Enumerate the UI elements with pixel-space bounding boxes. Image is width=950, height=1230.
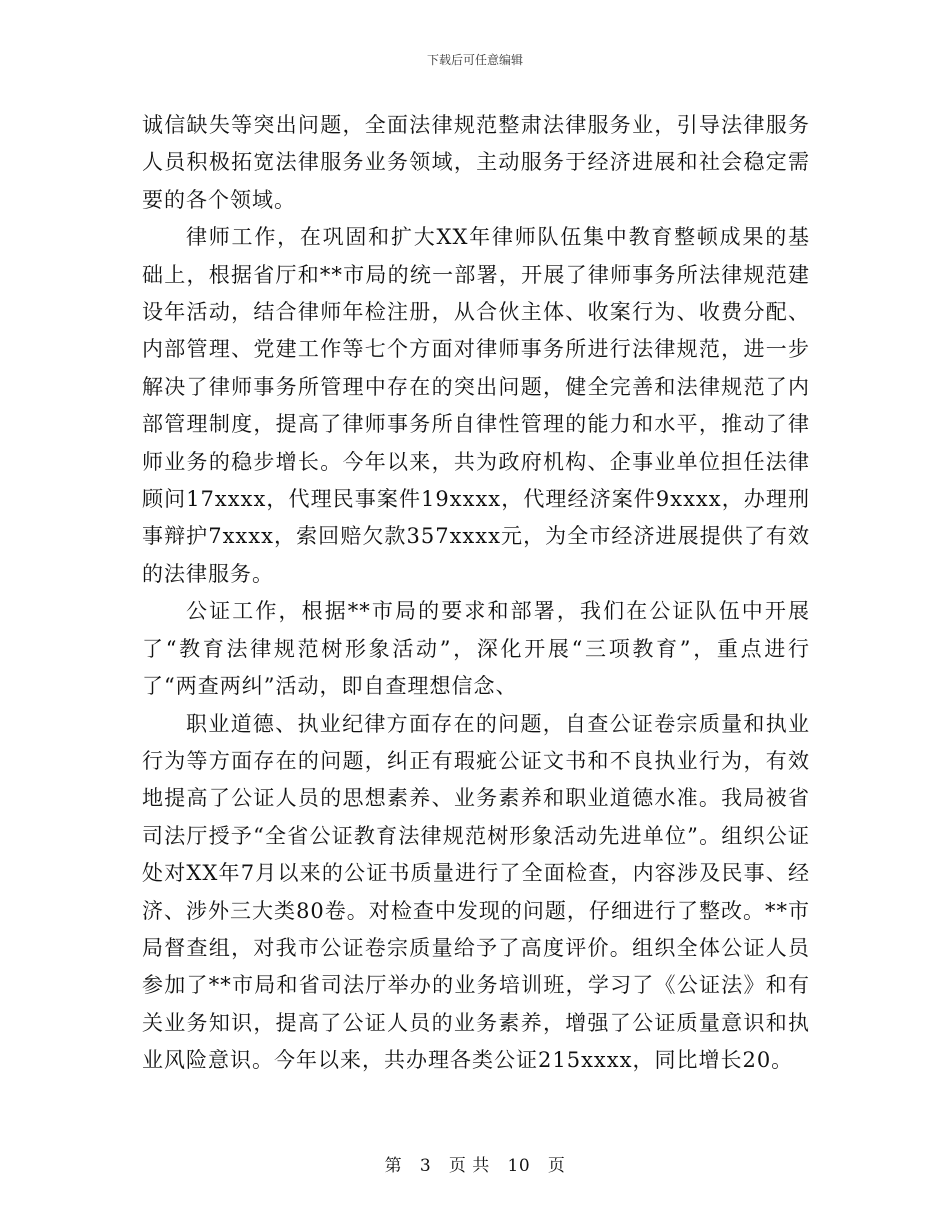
current-page-number: 3 <box>419 1156 432 1176</box>
total-pages-number: 10 <box>507 1156 531 1176</box>
paragraph-3: 公证工作，根据**市局的要求和部署，我们在公证队伍中开展了“教育法律规范树形象活动”，深化开展“三项教育”，重点进行了“两查两纠”活动，即自查理想信念、 <box>142 599 810 699</box>
page-label-prefix: 第 <box>384 1156 403 1176</box>
paragraph-2: 律师工作，在巩固和扩大XX年律师队伍集中教育整顿成果的基础上，根据省厅和**市局的统一部署，开展了律师事务所法律规范建设年活动，结合律师年检注册，从合伙主体、收案行为、收费分配、内部管理、党建工作等七个方面对律师事务所进行法律规范，进一步解决了律师事务所管理中存在的突出问题，健全完善和法律规范了内部管理制度，提高了律师事务所自律性管理的能力和水平，推动了律师业务的稳步增长。今年以来，共为政府机构、企事业单位担任法律顾问17xxxx，代理民事案件19xxxx，代理经济案件9xxxx，办理刑事辩护7xxxx，索回赔欠款357xxxx元，为全市经济进展提供了有效的法律服务。 <box>142 225 810 586</box>
page-footer <box>0 1155 950 1177</box>
page-label-suffix: 页 <box>547 1156 566 1176</box>
paragraph-1: 诚信缺失等突出问题，全面法律规范整肃法律服务业，引导法律服务人员积极拓宽法律服务业务领域，主动服务于经济进展和社会稳定需要的各个领域。 <box>142 113 810 212</box>
paragraph-4: 职业道德、执业纪律方面存在的问题，自查公证卷宗质量和执业行为等方面存在的问题，纠正有瑕疵公证文书和不良执业行为，有效地提高了公证人员的思想素养、业务素养和职业道德水准。我局被省司法厅授予“全省公证教育法律规范树形象活动先进单位”。组织公证处对XX年7月以来的公证书质量进行了全面检查，内容涉及民事、经济、涉外三大类80卷。对检查中发现的问题，仔细进行了整改。**市局督查组，对我市公证卷宗质量给予了高度评价。组织全体公证人员参加了**市局和省司法厅举办的业务培训班，学习了《公证法》和有关业务知识，提高了公证人员的业务素养，增强了公证质量意识和执业风险意识。今年以来，共办理各类公证215xxxx，同比增长20。 <box>142 711 810 1073</box>
page-header: 下载后可任意编辑 <box>426 53 523 67</box>
document-body <box>142 107 810 1080</box>
page-label-middle: 页 共 <box>448 1156 490 1176</box>
